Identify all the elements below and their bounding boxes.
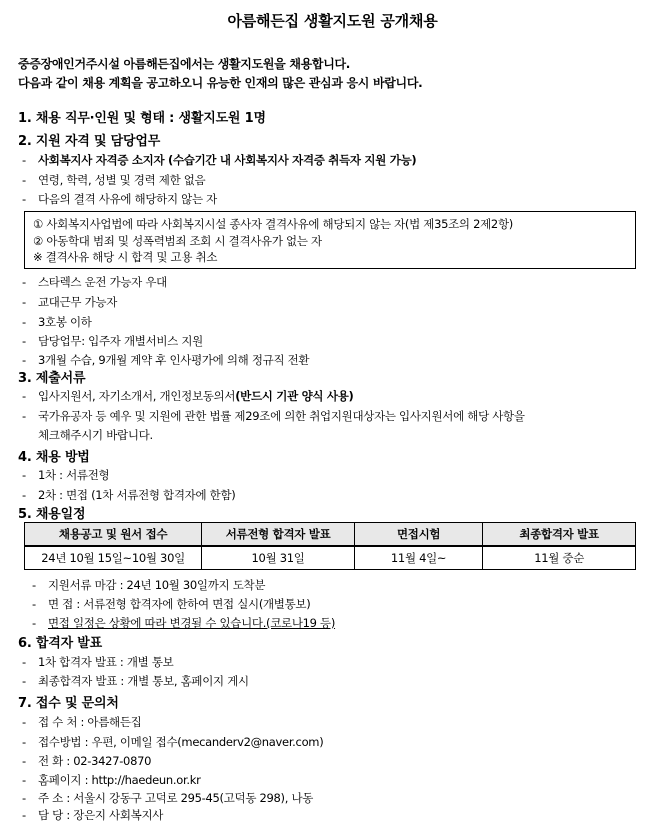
list-item: - 2차 : 면접 (1차 서류전형 합격자에 한함)	[22, 488, 236, 502]
list-item: - 지원서류 마감 : 24년 10월 30일까지 도착분	[32, 578, 266, 592]
list-item: - 담 당 : 장은지 사회복지사	[22, 808, 164, 822]
section-7-heading: 7. 접수 및 문의처	[18, 696, 119, 711]
page-title: 아름해든집 생활지도원 공개채용	[227, 12, 438, 30]
box-line: ※ 결격사유 해당 시 합격 및 고용 취소	[33, 250, 218, 264]
list-item: - 교대근무 가능자	[22, 295, 118, 309]
list-item: - 입사지원서, 자기소개서, 개인정보동의서(반드시 기관 양식 사용)	[22, 389, 354, 403]
list-item-bold-rest: (수습기간 내 사회복지사 자격증 취득자 지원 가능)	[164, 153, 417, 167]
table-cell: 10월 31일	[202, 546, 355, 570]
list-item-bold: 사회복지사 자격증 소지자	[38, 153, 165, 167]
list-item: - 접 수 처 : 아름해든집	[22, 715, 142, 729]
list-item: - 면 접 : 서류전형 합격자에 한하여 면접 실시(개별통보)	[32, 597, 311, 611]
section-2-heading: 2. 지원 자격 및 담당업무	[18, 134, 161, 149]
section-3-heading: 3. 제출서류	[18, 371, 86, 386]
intro-line-2: 다음과 같이 채용 계획을 공고하오니 유능한 인재의 많은 관심과 응시 바랍니다.	[18, 76, 423, 90]
box-line: ② 아동학대 범죄 및 성폭력범죄 조회 시 결격사유가 없는 자	[33, 233, 322, 248]
list-item: - 사회복지사 자격증 소지자 (수습기간 내 사회복지사 자격증 취득자 지원 가능)	[22, 153, 417, 167]
disqualification-box	[24, 211, 636, 269]
section-4-heading: 4. 채용 방법	[18, 450, 90, 465]
table-cell: 11월 4일~	[354, 546, 482, 570]
list-item: - 홈페이지 : http://haedeun.or.kr	[22, 773, 201, 787]
table-cell: 24년 10월 15일~10월 30일	[25, 546, 202, 570]
table-header-cell: 최종합격자 발표	[483, 523, 636, 547]
section-5-heading: 5. 채용일정	[18, 507, 86, 522]
section-1-heading: 1. 채용 직무·인원 및 형태 : 생활지도원 1명	[18, 111, 266, 126]
schedule-table	[24, 522, 636, 570]
list-item: - 3호봉 이하	[22, 315, 92, 329]
list-item: - 접수방법 : 우편, 이메일 접수(mecanderv2@naver.com)	[22, 735, 324, 749]
box-line: ① 사회복지사업법에 따라 사회복지시설 종사자 결격사유에 해당되지 않는 자(법 제35조의 2제2항)	[33, 217, 513, 231]
list-item: - 1차 : 서류전형	[22, 468, 110, 482]
list-item: - 최종합격자 발표 : 개별 통보, 홈페이지 게시	[22, 674, 249, 688]
table-header-cell: 면접시험	[354, 523, 482, 547]
list-item: - 국가유공자 등 예우 및 지원에 관한 법률 제29조에 의한 취업지원대상자는 입사지원서에 해당 사항을	[22, 409, 525, 423]
list-item: - 다음의 결격 사유에 해당하지 않는 자	[22, 192, 217, 206]
table-header-row	[25, 523, 636, 547]
table-cell: 11월 중순	[483, 546, 636, 570]
list-item: - 전 화 : 02-3427-0870	[22, 754, 152, 768]
list-item: - 3개월 수습, 9개월 계약 후 인사평가에 의해 정규직 전환	[22, 353, 310, 367]
list-item-bold: (반드시 기관 양식 사용)	[235, 389, 354, 403]
table-row	[25, 546, 636, 570]
list-item: - 담당업무: 입주자 개별서비스 지원	[22, 334, 203, 348]
list-item: - 스타렉스 운전 가능자 우대	[22, 275, 167, 289]
list-item: - 주 소 : 서울시 강동구 고덕로 295-45(고덕동 298), 나동	[22, 791, 314, 805]
list-item: - 면접 일정은 상황에 따라 변경될 수 있습니다.(코로나19 등)	[32, 616, 336, 630]
section-6-heading: 6. 합격자 발표	[18, 636, 103, 651]
table-header-cell: 채용공고 및 원서 접수	[25, 523, 202, 547]
list-item-continuation: 체크해주시기 바랍니다.	[38, 428, 153, 442]
list-item: - 연령, 학력, 성별 및 경력 제한 없음	[22, 173, 206, 187]
list-item: - 1차 합격자 발표 : 개별 통보	[22, 655, 174, 669]
table-header-cell: 서류전형 합격자 발표	[202, 523, 355, 547]
intro-line-1: 중증장애인거주시설 아름해든집에서는 생활지도원을 채용합니다.	[18, 57, 351, 71]
